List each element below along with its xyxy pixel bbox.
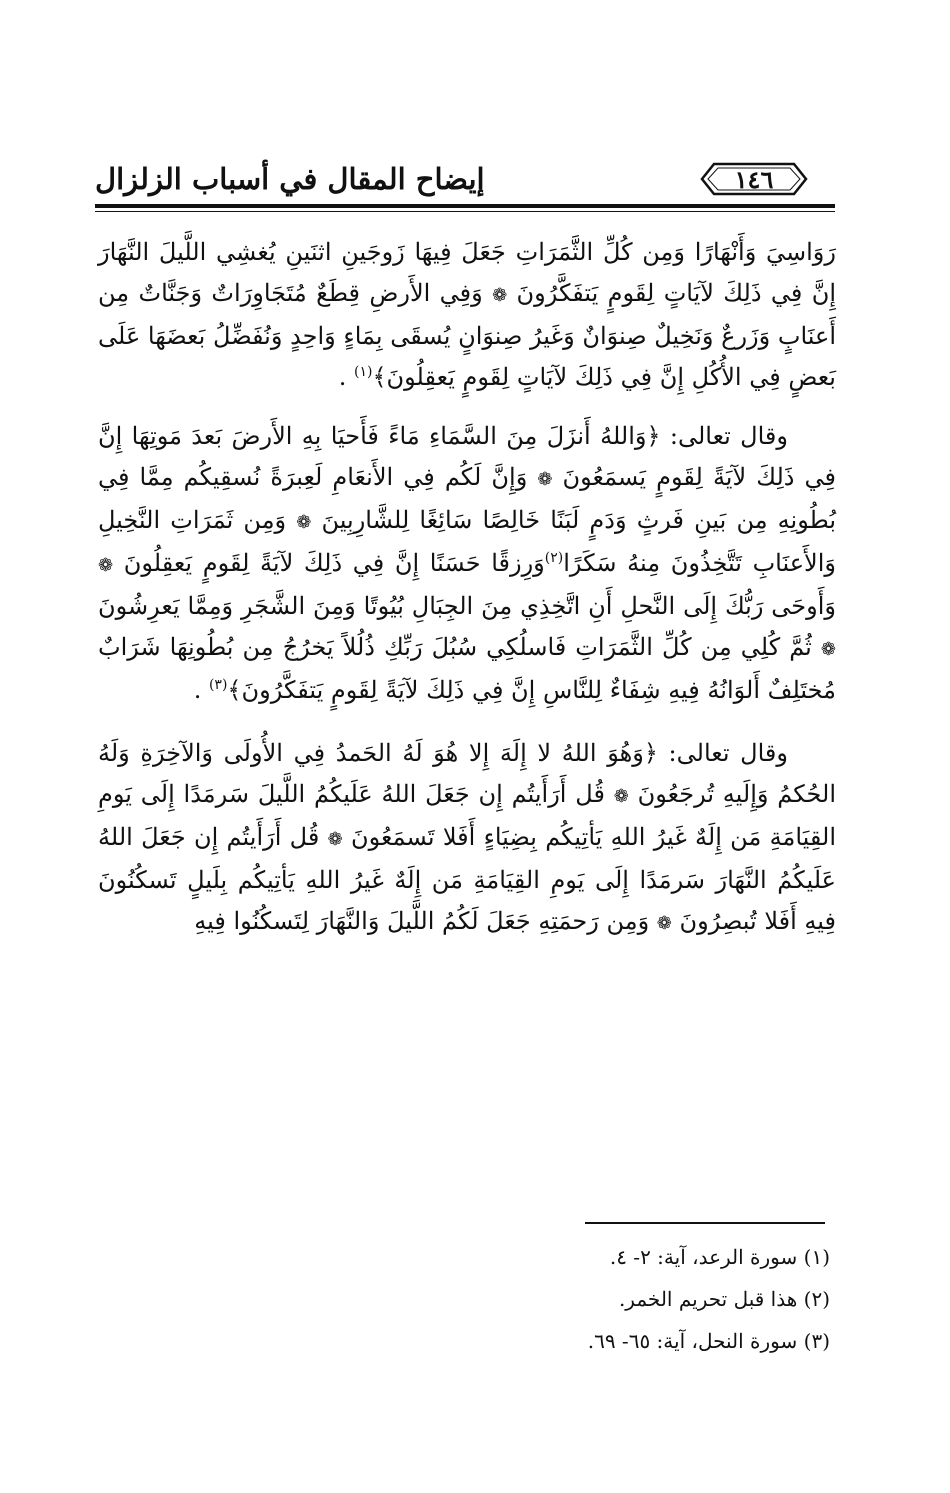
verse-separator: ❁ — [492, 285, 508, 306]
running-title: إيضاح المقال في أسباب الزلزال — [95, 162, 485, 196]
verse-separator: ❁ — [98, 555, 114, 576]
footnote-3: (٣) سورة النحل، آية: ٦٥- ٦٩. — [587, 1329, 830, 1353]
page-number-badge — [700, 160, 808, 198]
paragraph-3: وقال تعالى: ﴿وَهُوَ اللهُ لا إِلَهَ إِلا هُوَ لَهُ الحَمدُ فِي الأُولَى وَالآخِرَةِ وَلَهُ الحُكمُ وَإِلَيهِ تُرجَعُونَ ❁ قُل أَرَأَيتُم إِن جَعَلَ اللهُ عَلَيكُمُ اللَّيلَ سَرمَدًا إِلَى يَومِ القِيَامَةِ مَن إِلَهٌ غَيرُ اللهِ يَأتِيكُم بِضِيَاءٍ أَفَلا تَسمَعُونَ ❁ قُل أَرَأَيتُم إِن جَعَلَ اللهُ عَلَيكُمُ النَّهَارَ سَرمَدًا إِلَى يَومِ القِيَامَةِ مَن إِلَهٌ غَيرُ اللهِ يَأتِيكُم بِلَيلٍ تَسكُنُونَ فِيهِ أَفَلا تُبصِرُونَ ❁ وَمِن رَحمَتِهِ جَعَلَ لَكُمُ اللَّيلَ وَالنَّهَارَ لِتَسكُنُوا فِيهِ — [98, 739, 837, 935]
main-text — [98, 232, 836, 944]
header-rule-thin — [95, 211, 835, 212]
verse-separator: ❁ — [656, 913, 672, 934]
paragraph-2: وقال تعالى: ﴿وَاللهُ أَنزَلَ مِنَ السَّمَاءِ مَاءً فَأَحيَا بِهِ الأَرضَ بَعدَ مَوتِهَا إِنَّ فِي ذَلِكَ لآيَةً لِقَومٍ يَسمَعُونَ ❁ وَإِنَّ لَكُم فِي الأَنعَامِ لَعِبرَةً نُسقِيكُم مِمَّا فِي بُطُونِهِ مِن بَينِ فَرثٍ وَدَمٍ لَبَنًا خَالِصًا سَائِغًا لِلشَّارِبِينَ ❁ وَمِن ثَمَرَاتِ النَّخِيلِ وَالأَعنَابِ تَتَّخِذُونَ مِنهُ سَكَرًا$^{(٢)}$وَرِزقًا حَسَنًا إِنَّ فِي ذَلِكَ لآيَةً لِقَومٍ يَعقِلُونَ ❁ وَأَوحَى رَبُّكَ إِلَى النَّحلِ أَنِ اتَّخِذِي مِنَ الجِبَالِ بُيُوتًا وَمِنَ الشَّجَرِ وَمِمَّا يَعرِشُونَ ❁ ثُمَّ كُلِي مِن كُلِّ الثَّمَرَاتِ فَاسلُكِي سُبُلَ رَبِّكِ ذُلُلاً يَخرُجُ مِن بُطُونِهَا شَرَابٌ مُختَلِفٌ أَلوَانُهُ فِيهِ شِفَاءٌ لِلنَّاسِ إِنَّ فِي ذَلِكَ لآيَةً لِقَومٍ يَتفَكَّرُونَ﴾$^{(٣)}$ . — [98, 422, 837, 704]
verse-separator: ❁ — [820, 639, 836, 660]
footnotes — [360, 1236, 830, 1362]
footnote-1: (١) سورة الرعد، آية: ٢- ٤. — [609, 1245, 830, 1269]
footnote-2: (٢) هذا قبل تحريم الخمر. — [618, 1287, 830, 1311]
verse-separator: ❁ — [537, 469, 553, 490]
verse-separator: ❁ — [296, 512, 312, 533]
footnote-ref: (٢) — [544, 550, 564, 566]
header-rule — [95, 204, 835, 208]
footnote-separator — [585, 1222, 825, 1224]
page-header — [95, 160, 835, 216]
verse-separator: ❁ — [327, 829, 343, 850]
paragraph-1: رَوَاسِيَ وَأَنْهَارًا وَمِن كُلِّ الثَّمَرَاتِ جَعَلَ فِيهَا زَوجَينِ اثنَينِ يُغشِي اللَّيلَ النَّهَارَ إِنَّ فِي ذَلِكَ لآيَاتٍ لِقَومٍ يَتفَكَّرُونَ ❁ وَفِي الأَرضِ قِطَعٌ مُتَجَاوِرَاتٌ وَجَنَّاتٌ مِن أَعنَابٍ وَزَرعٌ وَنَخِيلٌ صِنوَانٌ وَغَيرُ صِنوَانٍ يُسقَى بِمَاءٍ وَاحِدٍ وَنُفَضِّلُ بَعضَهَا عَلَى بَعضٍ فِي الأُكُلِ إِنَّ فِي ذَلِكَ لآيَاتٍ لِقَومٍ يَعقِلُونَ﴾$^{(١)}$ . — [98, 238, 836, 391]
verse-separator: ❁ — [613, 786, 629, 807]
page-number: ١٤٦ — [734, 165, 774, 194]
footnote-ref: (١) — [353, 364, 373, 380]
footnote-ref: (٣) — [208, 677, 228, 693]
